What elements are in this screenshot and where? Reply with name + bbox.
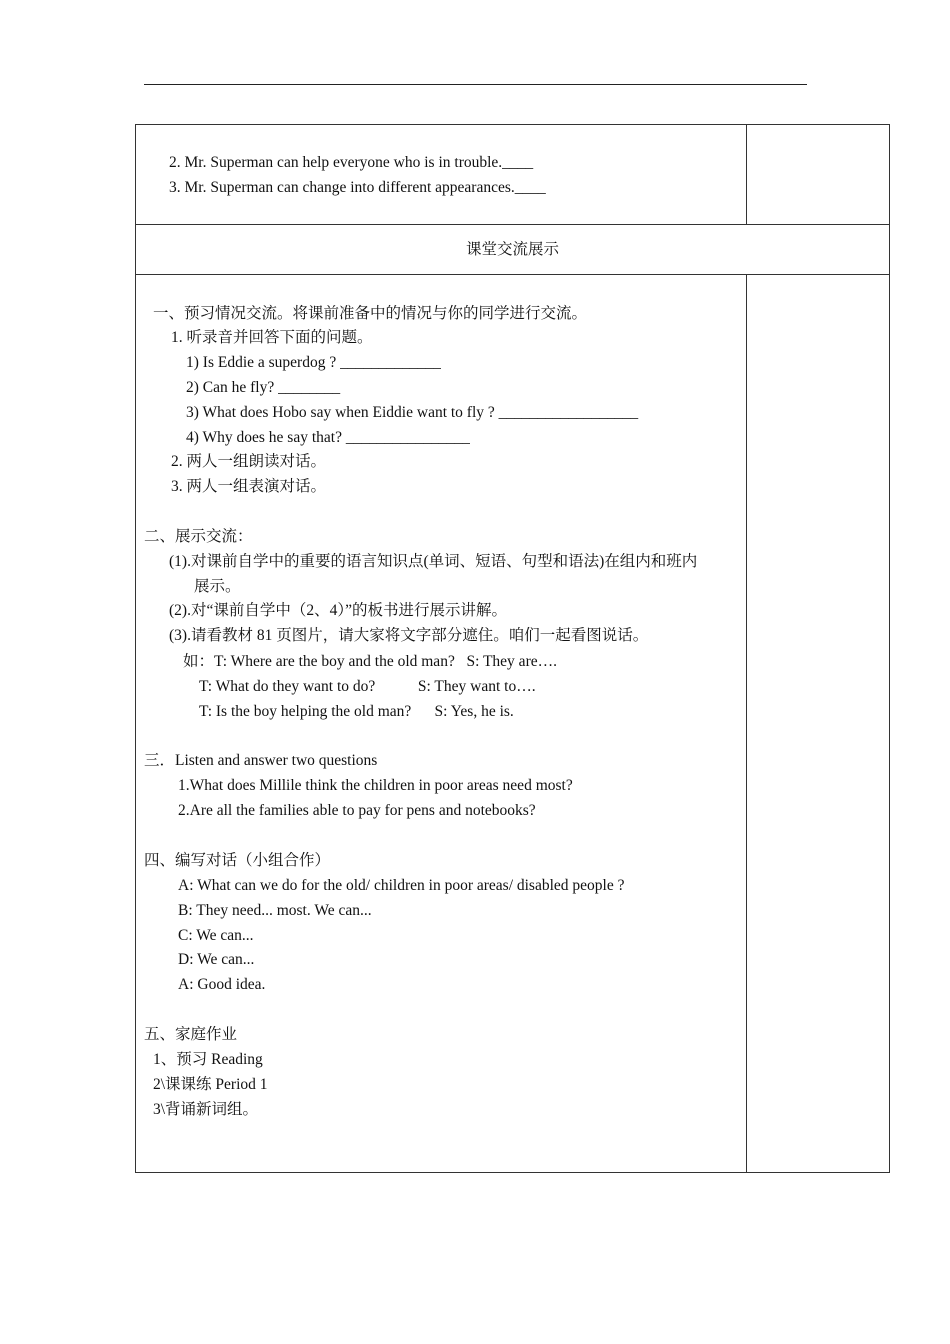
table-row [136,125,889,225]
question-line: 2. Mr. Superman can help everyone who is in trouble.____ [169,154,534,171]
list-item: 1) Is Eddie a superdog ? _____________ [186,354,441,371]
list-item: 4) Why does he say that? ________________ [186,429,470,446]
section-title: 二、展示交流： [144,528,253,545]
list-item: 展示。 [194,578,241,595]
dialogue-line: A: Good idea. [178,976,266,993]
list-item: 2.Are all the families able to pay for pens and notebooks? [178,802,536,819]
dialogue-line: A: What can we do for the old/ children in poor areas/ disabled people ? [178,877,625,894]
question-line: 3. Mr. Superman can change into different appearances.____ [169,179,546,196]
table-row [136,275,889,1172]
example-line: 如：T: Where are the boy and the old man? S: They are…. [183,653,557,670]
list-item: 2. 两人一组朗读对话。 [171,453,327,470]
table-row [136,225,889,275]
example-line: T: What do they want to do? S: They want to…. [199,678,536,695]
list-item: 1、预习 Reading [153,1051,263,1068]
list-item: 3. 两人一组表演对话。 [171,478,327,495]
notes-cell [747,125,889,224]
dialogue-line: B: They need... most. We can... [178,902,372,919]
list-item: 2) Can he fly? ________ [186,379,341,396]
section-title: 四、编写对话（小组合作） [144,852,331,869]
section-title: 一、预习情况交流。将课前准备中的情况与你的同学进行交流。 [153,305,588,322]
list-item: (3).请看教材 81 页图片，请大家将文字部分遮住。咱们一起看图说话。 [169,627,649,644]
notes-cell [747,275,889,1172]
header-rule [144,84,807,85]
list-item: (1).对课前自学中的重要的语言知识点(单词、短语、句型和语法)在组内和班内 [169,553,698,570]
list-item: 1.What does Millile think the children in poor areas need most? [178,777,573,794]
dialogue-line: C: We can... [178,927,254,944]
example-line: T: Is the boy helping the old man? S: Yes, he is. [199,703,514,720]
main-cell [136,125,747,224]
section-heading: 课堂交流展示 [465,241,559,258]
section-title: 五、家庭作业 [144,1026,238,1043]
section-title: 三．Listen and answer two questions [144,752,378,769]
dialogue-line: D: We can... [178,951,255,968]
lesson-table [135,124,890,1173]
list-item: 1. 听录音并回答下面的问题。 [171,329,373,346]
main-cell [136,275,747,1172]
list-item: 2\课课练 Period 1 [153,1076,268,1093]
list-item: 3) What does Hobo say when Eiddie want to fly ? __________________ [186,404,639,421]
list-item: (2).对“课前自学中（2、4）”的板书进行展示讲解。 [169,602,507,619]
list-item: 3\背诵新词组。 [153,1101,259,1118]
